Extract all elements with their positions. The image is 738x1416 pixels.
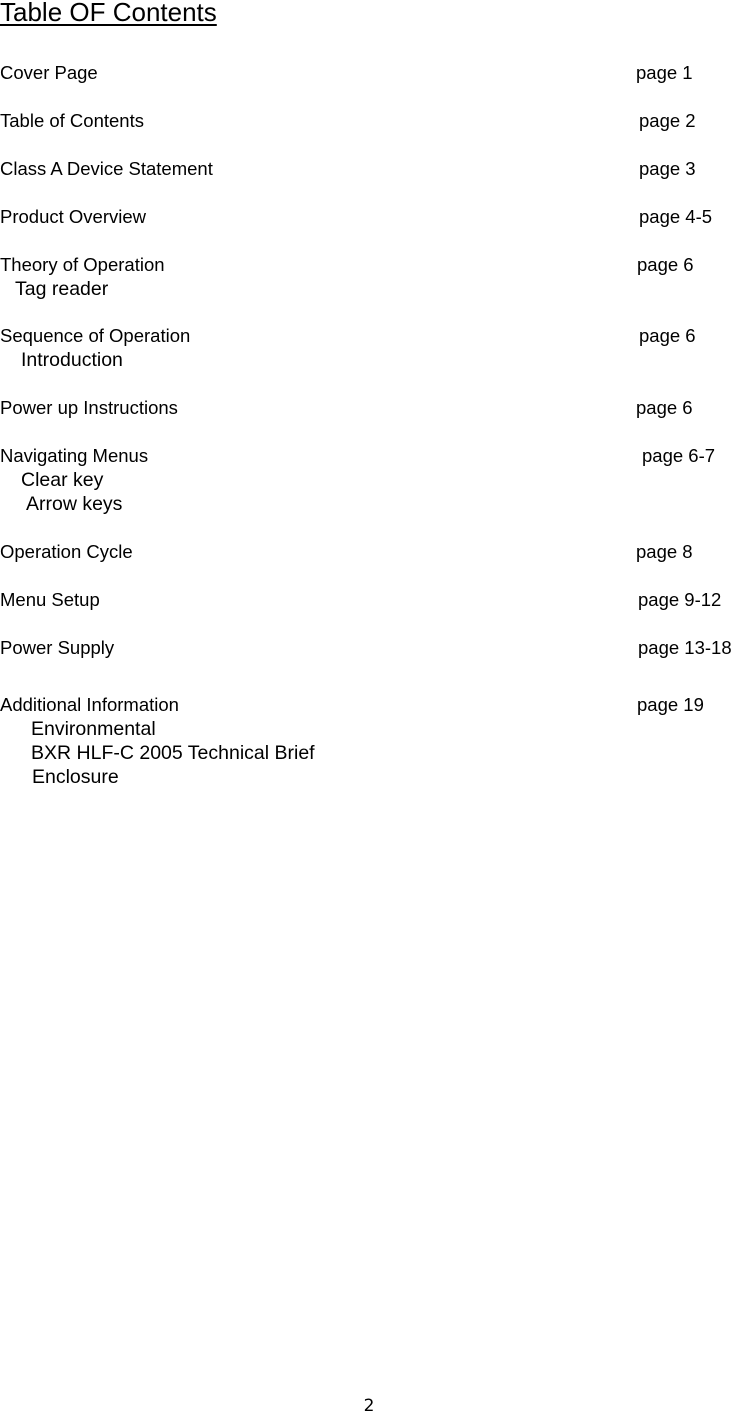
- page-title: Table OF Contents: [0, 0, 217, 27]
- toc-entry-page: page 9-12: [638, 589, 722, 610]
- toc-subentry: Introduction: [21, 349, 123, 371]
- toc-entry-label: Table of Contents: [0, 110, 144, 131]
- toc-entry-page: page 1: [636, 62, 693, 83]
- toc-entry-page: page 6: [637, 254, 694, 275]
- toc-entry-page: page 6-7: [642, 445, 716, 466]
- toc-subentry: Clear key: [21, 469, 104, 491]
- toc-entry-label: Navigating Menus: [0, 445, 149, 466]
- toc-entry-page: page 19: [637, 694, 704, 715]
- toc-entry-page: page 8: [636, 541, 693, 562]
- toc-entry-label: Menu Setup: [0, 589, 100, 610]
- toc-entry-page: page 4-5: [639, 206, 713, 227]
- toc-entry-page: page 6: [636, 397, 693, 418]
- toc-entry-label: Power Supply: [0, 637, 115, 658]
- toc-subentry: BXR HLF-C 2005 Technical Brief: [31, 742, 315, 764]
- page-number: 2: [363, 1396, 375, 1416]
- toc-entry-label: Product Overview: [0, 206, 146, 227]
- toc-subentry: Enclosure: [32, 766, 119, 788]
- toc-entry-label: Class A Device Statement: [0, 158, 213, 179]
- toc-entry-label: Operation Cycle: [0, 541, 133, 562]
- toc-entry-label: Power up Instructions: [0, 397, 178, 418]
- toc-subentry: Tag reader: [15, 278, 109, 300]
- toc-entry-page: page 6: [639, 325, 696, 346]
- toc-entry-label: Additional Information: [0, 694, 179, 715]
- toc-entry-page: page 3: [639, 158, 696, 179]
- toc-entry-label: Theory of Operation: [0, 254, 165, 275]
- toc-entry-page: page 2: [639, 110, 696, 131]
- toc-subentry: Arrow keys: [26, 493, 123, 515]
- toc-entry-label: Cover Page: [0, 62, 98, 83]
- toc-entry-label: Sequence of Operation: [0, 325, 191, 346]
- toc-subentry: Environmental: [31, 718, 156, 740]
- toc-entry-page: page 13-18: [638, 637, 732, 658]
